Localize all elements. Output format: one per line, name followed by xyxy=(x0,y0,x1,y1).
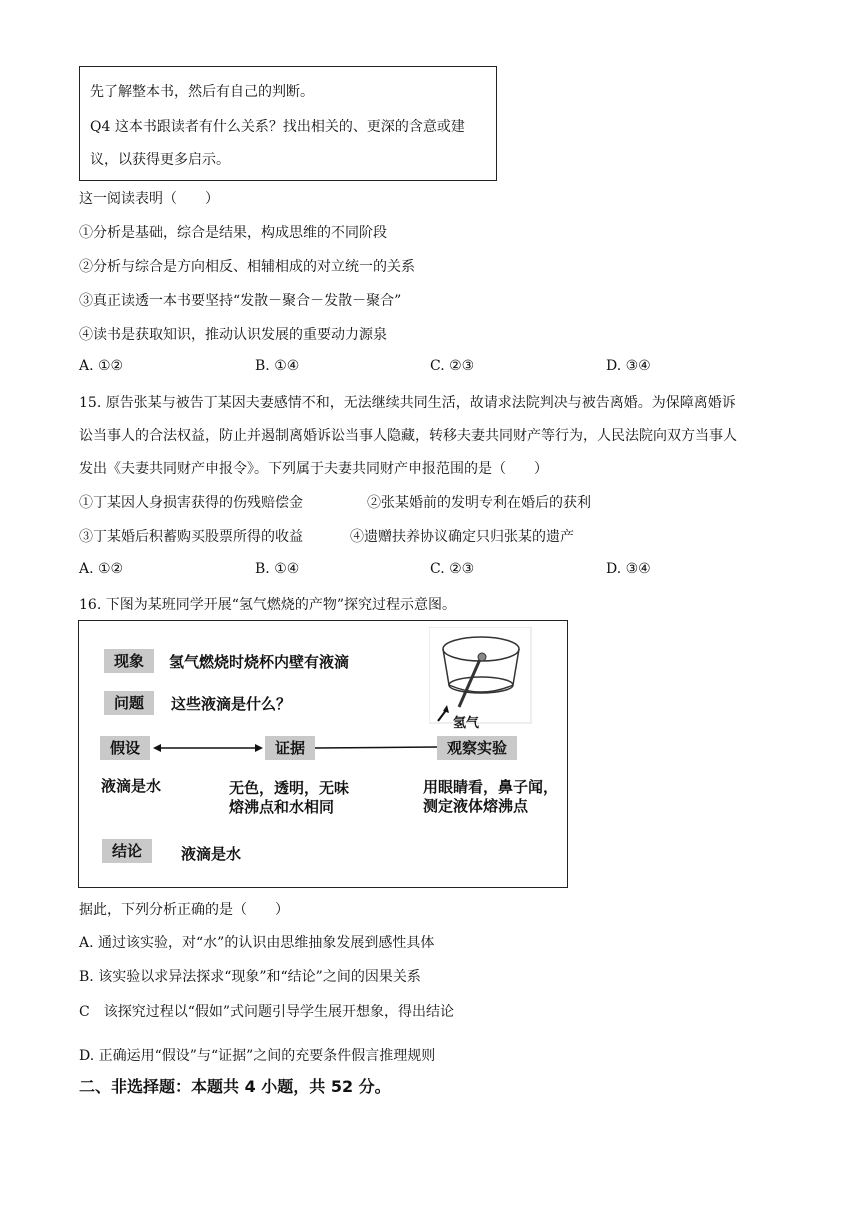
q14-statement-2: ②分析与综合是方向相反、相辅相成的对立统一的关系 xyxy=(79,259,415,275)
observe-text-1: 用眼睛看，鼻子闻， xyxy=(423,778,559,796)
q15-option-d: D. ③④ xyxy=(606,561,651,577)
evidence-text-2: 熔沸点和水相同 xyxy=(229,798,335,816)
observe-text-2: 测定液体熔沸点 xyxy=(423,797,529,815)
q16-ask: 据此，下列分析正确的是（ ） xyxy=(79,902,289,918)
q15-statement-1: ①丁某因人身损害获得的伤残赔偿金 xyxy=(79,495,303,511)
q15-stem-line: 发出《夫妻共同财产申报令》。下列属于夫妻共同财产申报范围的是（ ） xyxy=(79,461,548,477)
question-text: 这些液滴是什么？ xyxy=(171,695,292,713)
hypothesis-text: 液滴是水 xyxy=(101,777,162,795)
evidence-text-1: 无色，透明，无味 xyxy=(229,779,350,797)
inquiry-process-diagram xyxy=(78,620,568,888)
q15-option-b: B. ①④ xyxy=(255,561,300,577)
q16-option-b: B. 该实验以求异法探求“现象”和“结论”之间的因果关系 xyxy=(79,969,421,985)
q14-option-d: D. ③④ xyxy=(606,358,651,374)
q14-option-a: A. ①② xyxy=(79,358,124,374)
hydrogen-label: 氢气 xyxy=(453,716,480,731)
q16-option-c: C 该探究过程以“假如”式问题引导学生展开想象，得出结论 xyxy=(79,1004,455,1020)
q15-option-a: A. ①② xyxy=(79,561,124,577)
tag-phenomenon: 现象 xyxy=(104,649,154,673)
tag-hypothesis: 假设 xyxy=(100,736,150,760)
q14-statement-4: ④读书是获取知识，推动认识发展的重要动力源泉 xyxy=(79,327,387,343)
phenomenon-text: 氢气燃烧时烧杯内壁有液滴 xyxy=(169,653,350,671)
excerpt-line: 议，以获得更多启示。 xyxy=(90,152,230,168)
q15-stem-line: 15. 原告张某与被告丁某因夫妻感情不和，无法继续共同生活，故请求法院判决与被告离婚。为保障离婚诉 xyxy=(79,395,736,411)
q15-statement-2: ②张某婚前的发明专利在婚后的获利 xyxy=(367,495,591,511)
q14-statement-1: ①分析是基础，综合是结果，构成思维的不同阶段 xyxy=(79,225,387,241)
beaker-flame-illustration xyxy=(429,627,533,731)
q14-option-c: C. ②③ xyxy=(430,358,475,374)
q14-option-b: B. ①④ xyxy=(255,358,300,374)
tag-conclusion: 结论 xyxy=(102,839,152,863)
conclusion-text: 液滴是水 xyxy=(181,845,242,863)
double-arrow-icon xyxy=(153,739,263,757)
connector-line xyxy=(315,739,437,757)
q15-statement-3: ③丁某婚后积蓄购买股票所得的收益 xyxy=(79,529,303,545)
q14-stem: 这一阅读表明（ ） xyxy=(79,191,219,207)
tag-evidence: 证据 xyxy=(265,736,315,760)
q15-option-c: C. ②③ xyxy=(430,561,475,577)
q16-option-a: A. 通过该实验，对“水”的认识由思维抽象发展到感性具体 xyxy=(79,935,435,951)
q15-stem-line: 讼当事人的合法权益，防止并遏制离婚诉讼当事人隐藏，转移夫妻共同财产等行为，人民法院向双方当事人 xyxy=(79,428,737,444)
q16-option-d: D. 正确运用“假设”与“证据”之间的充要条件假言推理规则 xyxy=(79,1048,436,1064)
q16-stem: 16. 下图为某班同学开展“氢气燃烧的产物”探究过程示意图。 xyxy=(79,597,457,613)
q15-statement-4: ④遗赠扶养协议确定只归张某的遗产 xyxy=(350,529,574,545)
q14-statement-3: ③真正读透一本书要坚持“发散－聚合－发散－聚合” xyxy=(79,293,402,309)
tag-observe-experiment: 观察实验 xyxy=(437,736,517,760)
section-heading: 二、非选择题：本题共 4 小题，共 52 分。 xyxy=(79,1077,391,1096)
excerpt-line: Q4 这本书跟读者有什么关系？找出相关的、更深的含意或建 xyxy=(90,119,465,135)
excerpt-line: 先了解整本书，然后有自己的判断。 xyxy=(90,84,314,100)
tag-question: 问题 xyxy=(104,691,154,715)
reading-excerpt-box xyxy=(79,66,497,181)
